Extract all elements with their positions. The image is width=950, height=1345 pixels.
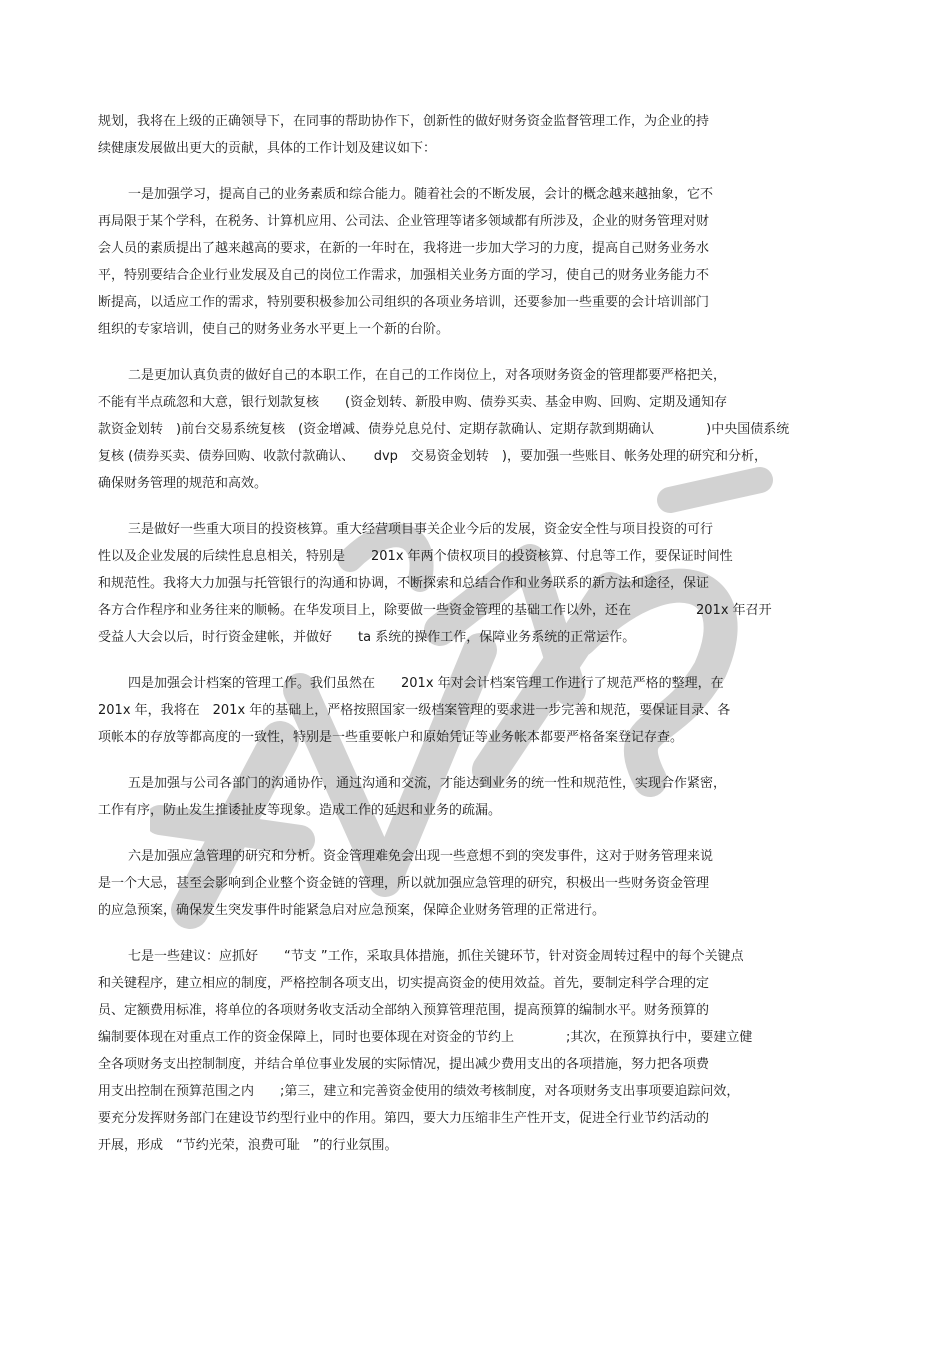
text-line: 平，特别要结合企业行业发展及自己的岗位工作需求，加强相关业务方面的学习，使自己的财务业务能力不 [98,268,710,283]
text-line: 复核 (债券买卖、债券回购、收款付款确认、 dvp 交易资金划转 )，要加强一些账目、帐务处理的研究和分析， [98,449,767,464]
paragraph-item-6 [98,843,763,924]
text-line: 性以及企业发展的后续性息息相关，特别是 201x 年两个债权项目的投资核算、付息等工作，要保证时间性 [98,549,733,564]
text-line: 受益人大会以后，时行资金建帐，并做好 ta 系统的操作工作，保障业务系统的正常运作。 [98,630,636,645]
paragraph-item-4 [98,670,763,751]
text-line: 规划，我将在上级的正确领导下，在同事的帮助协作下，创新性的做好财务资金监督管理工作，为企业的持 [98,114,710,129]
text-line: 要充分发挥财务部门在建设节约型行业中的作用。第四，要大力压缩非生产性开支，促进全行业节约活动的 [98,1111,710,1126]
paragraph-item-5 [98,770,763,824]
text-line: 全各项财务支出控制制度，并结合单位事业发展的实际情况，提出减少费用支出的各项措施，努力把各项费 [98,1057,710,1072]
text-line: 组织的专家培训，使自己的财务业务水平更上一个新的台阶。 [98,322,450,337]
paragraph-item-2 [98,362,790,497]
text-line: 开展，形成 “节约光荣，浪费可耻 ”的行业氛围。 [98,1138,398,1153]
text-line: 七是一些建议：应抓好 “节支 ”工作，采取具体措施，抓住关键环节，针对资金周转过程中的每个关键点 [128,949,744,964]
text-line: 四是加强会计档案的管理工作。我们虽然在 201x 年对会计档案管理工作进行了规范严格的整理，在 [128,676,724,691]
document-body [98,108,790,1159]
text-line: 三是做好一些重大项目的投资核算。重大经营项目事关企业今后的发展，资金安全性与项目投资的可行 [128,522,714,537]
text-line: 编制要体现在对重点工作的资金保障上，同时也要体现在对资金的节约上 ;其次，在预算执行中，要建立健 [98,1030,753,1045]
text-line: 用支出控制在预算范围之内 ;第三，建立和完善资金使用的绩效考核制度，对各项财务支出事项要追踪问效， [98,1084,740,1099]
text-line: 是一个大忌，甚至会影响到企业整个资金链的管理，所以就加强应急管理的研究，积极出一些财务资金管理 [98,876,710,891]
text-line: 二是更加认真负责的做好自己的本职工作，在自己的工作岗位上，对各项财务资金的管理都要严格把关， [128,368,727,383]
text-line: 不能有半点疏忽和大意，银行划款复核 (资金划转、新股申购、债券买卖、基金申购、回购、定期及通知存 [98,395,728,410]
text-line: 再局限于某个学科，在税务、计算机应用、公司法、企业管理等诸多领域都有所涉及，企业的财务管理对财 [98,214,710,229]
text-line: 201x 年，我将在 201x 年的基础上，严格按照国家一级档案管理的要求进一步完善和规范，要保证目录、各 [98,703,731,718]
text-line: 项帐本的存放等都高度的一致性，特别是一些重要帐户和原始凭证等业务帐本都要严格备案登记存查。 [98,730,684,745]
text-line: 断提高，以适应工作的需求，特别要积极参加公司组织的各项业务培训，还要参加一些重要的会计培训部门 [98,295,710,310]
text-line: 员、定额费用标准，将单位的各项财务收支活动全部纳入预算管理范围，提高预算的编制水平。财务预算的 [98,1003,710,1018]
paragraph-intro [98,108,763,162]
text-line: 工作有序，防止发生推诿扯皮等现象。造成工作的延迟和业务的疏漏。 [98,803,502,818]
text-line: 确保财务管理的规范和高效。 [98,476,268,491]
text-line: 五是加强与公司各部门的沟通协作，通过沟通和交流，才能达到业务的统一性和规范性，实现合作紧密， [128,776,727,791]
text-line: 一是加强学习，提高自己的业务素质和综合能力。随着社会的不断发展，会计的概念越来越抽象，它不 [128,187,714,202]
paragraph-item-3 [98,516,772,651]
text-line: 六是加强应急管理的研究和分析。资金管理难免会出现一些意想不到的突发事件，这对于财务管理来说 [128,849,714,864]
text-line: 的应急预案，确保发生突发事件时能紧急启对应急预案，保障企业财务管理的正常进行。 [98,903,606,918]
text-line: 和关键程序，建立相应的制度，严格控制各项支出，切实提高资金的使用效益。首先，要制定科学合理的定 [98,976,710,991]
text-line: 和规范性。我将大力加强与托管银行的沟通和协调，不断探索和总结合作和业务联系的新方法和途径，保证 [98,576,710,591]
text-line: 各方合作程序和业务往来的顺畅。在华发项目上，除要做一些资金管理的基础工作以外，还在 201x 年召开 [98,603,772,618]
paragraph-item-7 [98,943,763,1159]
text-line: 会人员的素质提出了越来越高的要求，在新的一年时在，我将进一步加大学习的力度，提高自己财务业务水 [98,241,710,256]
paragraph-item-1 [98,181,763,343]
text-line: 续健康发展做出更大的贡献，具体的工作计划及建议如下： [98,141,437,156]
text-line: 款资金划转 )前台交易系统复核 (资金增减、债券兑息兑付、定期存款确认、定期存款到期确认 )中央国债系统 [98,422,790,437]
